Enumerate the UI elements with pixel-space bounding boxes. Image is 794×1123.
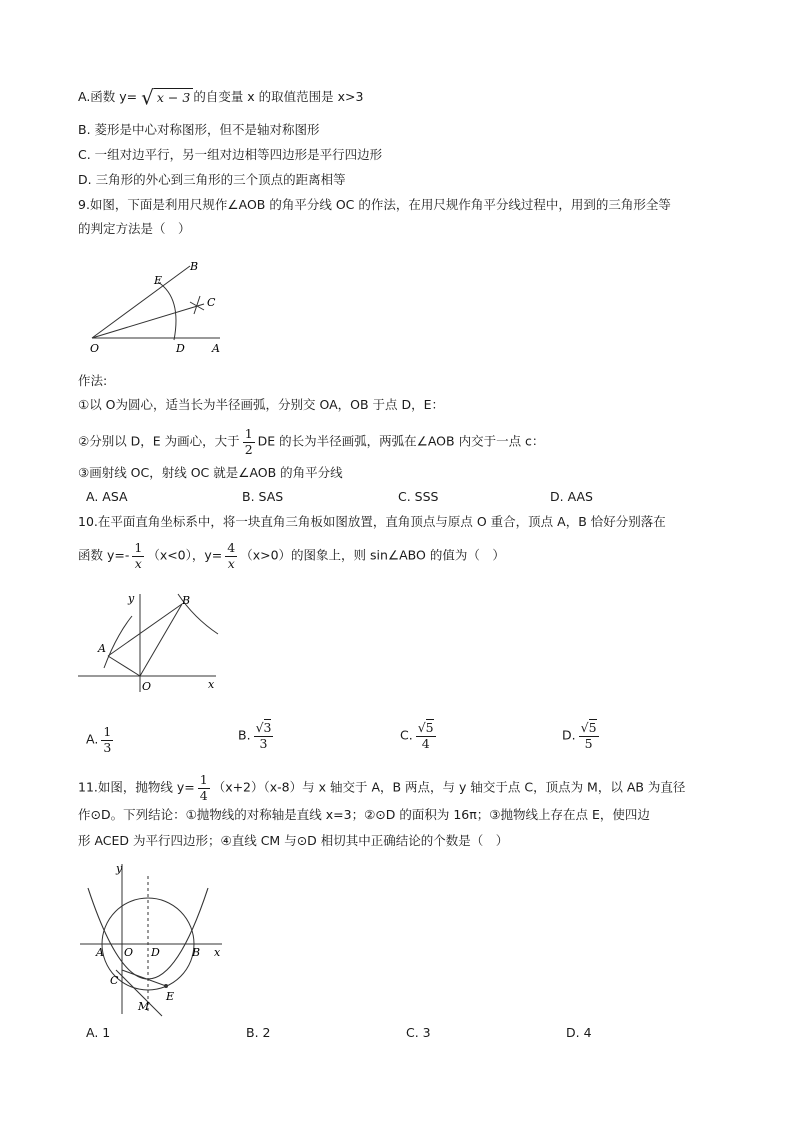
label-a: A [98, 642, 106, 655]
q11-option-d: D. 4 [566, 1025, 592, 1040]
fraction-denominator: x [134, 555, 142, 571]
q9-stem-line2: 的判定方法是（ ） [78, 221, 191, 236]
fraction-denominator: 3 [103, 739, 112, 755]
fraction-numerator-sqrt: √3 [255, 720, 272, 735]
q11-option-b: B. 2 [246, 1025, 271, 1040]
q10-stem-line2 [78, 542, 505, 570]
segment-ab [108, 604, 182, 656]
q9-stem-line1: 9.如图，下面是利用尺规作∠AOB 的角平分线 OC 的作法，在用尺规作角平分线过程中，用到的三角形全等 [78, 197, 671, 212]
option-label: C. [400, 727, 413, 743]
q10-stem-part-a: 函数 y=- [78, 547, 130, 563]
fraction-denominator: 5 [584, 735, 593, 751]
sqrt-radicand: x − 3 [154, 88, 193, 107]
fraction-option-c [416, 722, 436, 750]
label-b: B [192, 946, 201, 959]
label-e: E [154, 274, 163, 287]
q10-option-a [86, 726, 116, 754]
segment-ce [122, 970, 166, 986]
q8-option-d: D. 三角形的外心到三角形的三个顶点的距离相等 [78, 172, 346, 187]
fraction-1-over-x [132, 542, 144, 570]
fraction-quarter [198, 774, 210, 802]
q11-stem-line1 [78, 774, 685, 802]
q9-step2 [78, 428, 544, 456]
q9-method-title: 作法: [78, 373, 108, 388]
segment-oa [108, 656, 140, 676]
arc-mark-2 [190, 302, 204, 310]
q10-stem-line1: 10.在平面直角坐标系中，将一块直角三角板如图放置，直角顶点与原点 O 重合，顶点 A，B 恰好分别落在 [78, 514, 666, 529]
q8-option-a [78, 85, 364, 110]
q10-option-c [400, 722, 439, 750]
q9-angle-bisector-figure [82, 256, 232, 356]
label-y: y [128, 592, 135, 605]
segment-ob [140, 604, 182, 676]
q10-stem-part-b: （x<0），y= [147, 547, 223, 563]
q11-stem-line3: 形 ACED 为平行四边形；④直线 CM 与⊙D 相切其中正确结论的个数是（ ） [78, 833, 509, 848]
fraction-denominator: 2 [244, 441, 253, 457]
q11-parabola-figure [76, 858, 226, 1018]
fraction-numerator-sqrt: √5 [417, 720, 434, 735]
label-a: A [96, 946, 104, 959]
label-m: M [138, 1000, 150, 1013]
fraction-denominator: x [227, 555, 235, 571]
option-label: B. [238, 727, 251, 743]
option-label: A. [86, 731, 99, 747]
fraction-option-d [579, 722, 599, 750]
label-d: D [176, 342, 185, 355]
fraction-numerator: 1 [244, 426, 253, 441]
option-label: D. [562, 727, 576, 743]
q9-step2-suffix: DE 的长为半径画弧，两弧在∠AOB 内交于一点 c： [257, 433, 545, 449]
fraction-numerator: 1 [134, 540, 143, 555]
q8-option-a-prefix: A.函数 y= [78, 89, 142, 104]
q8-option-b: B. 菱形是中心对称图形，但不是轴对称图形 [78, 122, 320, 137]
q10-coordinate-figure [72, 588, 222, 698]
fraction-numerator: 1 [199, 772, 208, 787]
fraction-option-b [254, 722, 274, 750]
q9-step2-prefix: ②分别以 D，E 为画心，大于 [78, 433, 240, 449]
q10-option-d [562, 722, 602, 750]
fraction-numerator-sqrt: √5 [580, 720, 597, 735]
q9-option-d: D. AAS [550, 489, 593, 504]
label-o: O [142, 680, 152, 693]
q11-stem-part-a: 11.如图，抛物线 y= [78, 779, 195, 795]
sqrt-radicand: 3 [263, 720, 272, 735]
q11-stem-line2: 作⊙D。下列结论：①抛物线的对称轴是直线 x=3；②⊙D 的面积为 16π；③抛物线上存在点 E，使四边 [78, 807, 650, 822]
q9-option-c: C. SSS [398, 489, 439, 504]
label-b: B [182, 594, 191, 607]
fraction-denominator: 4 [199, 787, 208, 803]
q8-option-a-suffix: 的自变量 x 的取值范围是 x>3 [193, 89, 364, 104]
fraction-half [243, 428, 255, 456]
fraction-option-a [101, 726, 113, 754]
q8-option-c: C. 一组对边平行，另一组对边相等四边形是平行四边形 [78, 147, 383, 162]
label-d: D [151, 946, 160, 959]
sqrt-expression: √ x − 3 [141, 88, 193, 107]
label-y: y [116, 862, 123, 875]
sqrt-radicand: 5 [588, 720, 597, 735]
q11-option-a: A. 1 [86, 1025, 111, 1040]
label-c: C [207, 296, 216, 309]
label-x: x [208, 678, 215, 691]
label-b: B [190, 260, 199, 273]
label-o: O [124, 946, 134, 959]
label-c: C [110, 974, 119, 987]
sqrt-radicand: 5 [425, 720, 434, 735]
q10-option-b [238, 722, 276, 750]
fraction-numerator: 4 [227, 540, 236, 555]
fraction-4-over-x [225, 542, 237, 570]
label-a: A [212, 342, 220, 355]
label-o: O [90, 342, 100, 355]
q9-step1: ①以 O为圆心，适当长为半径画弧，分别交 OA，OB 于点 D，E： [78, 397, 445, 412]
arc-de [158, 282, 176, 340]
q11-option-c: C. 3 [406, 1025, 431, 1040]
fraction-denominator: 4 [421, 735, 430, 751]
label-e: E [166, 990, 175, 1003]
point-e [164, 984, 168, 988]
q9-option-a: A. ASA [86, 489, 128, 504]
ray-oc [92, 304, 204, 338]
fraction-numerator: 1 [103, 724, 112, 739]
q9-option-b: B. SAS [242, 489, 284, 504]
q9-step3: ③画射线 OC，射线 OC 就是∠AOB 的角平分线 [78, 465, 343, 480]
fraction-denominator: 3 [259, 735, 268, 751]
q11-stem-part-b: （x+2）（x-8）与 x 轴交于 A，B 两点，与 y 轴交于点 C，顶点为 M，以 AB 为直径 [212, 779, 686, 795]
q10-stem-part-c: （x>0）的图象上，则 sin∠ABO 的值为（ ） [240, 547, 505, 563]
label-x: x [214, 946, 221, 959]
